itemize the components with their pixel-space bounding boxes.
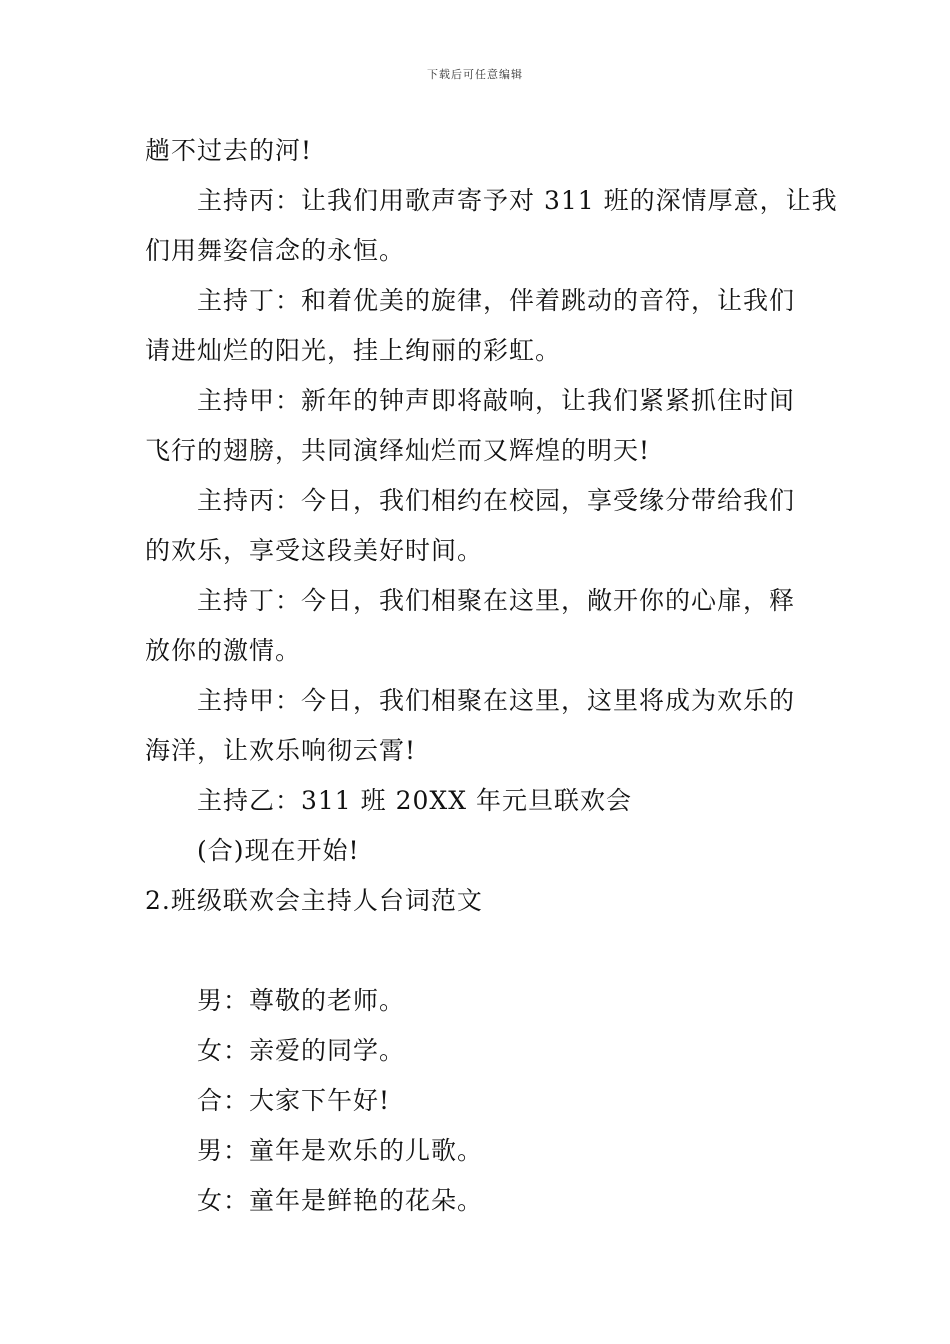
- text-line: 的欢乐，享受这段美好时间。: [145, 536, 484, 565]
- text-line: 主持乙：311 班 20XX 年元旦联欢会: [197, 786, 632, 815]
- text-line: 放你的激情。: [145, 636, 302, 665]
- text-line: 主持丙：今日，我们相约在校园，享受缘分带给我们: [197, 486, 796, 515]
- text-line: 海洋，让欢乐响彻云霄!: [145, 736, 417, 765]
- text-line: 女：亲爱的同学。: [197, 1036, 406, 1065]
- page-header: 下载后可任意编辑: [427, 68, 523, 81]
- text-line: 女：童年是鲜艳的花朵。: [197, 1186, 484, 1215]
- text-line: 主持丙：让我们用歌声寄予对 311 班的深情厚意，让我: [197, 186, 838, 215]
- blank-line: [145, 926, 810, 976]
- document-body: [145, 126, 838, 1226]
- text-line: 主持丁：今日，我们相聚在这里，敞开你的心扉，释: [197, 586, 796, 615]
- text-line: 男：童年是欢乐的儿歌。: [197, 1136, 484, 1165]
- text-line: 男：尊敬的老师。: [197, 986, 406, 1015]
- text-line: (合)现在开始!: [197, 836, 360, 865]
- section-heading: 2.班级联欢会主持人台词范文: [145, 886, 483, 915]
- text-line: 们用舞姿信念的永恒。: [145, 236, 406, 265]
- text-line: 趟不过去的河!: [145, 136, 313, 165]
- text-line: 飞行的翅膀，共同演绎灿烂而又辉煌的明天!: [145, 436, 651, 465]
- text-line: 主持甲：今日，我们相聚在这里，这里将成为欢乐的: [197, 686, 796, 715]
- text-line: 合：大家下午好!: [197, 1086, 391, 1115]
- text-line: 请进灿烂的阳光，挂上绚丽的彩虹。: [145, 336, 562, 365]
- text-line: 主持甲：新年的钟声即将敲响，让我们紧紧抓住时间: [197, 386, 796, 415]
- text-line: 主持丁：和着优美的旋律，伴着跳动的音符，让我们: [197, 286, 796, 315]
